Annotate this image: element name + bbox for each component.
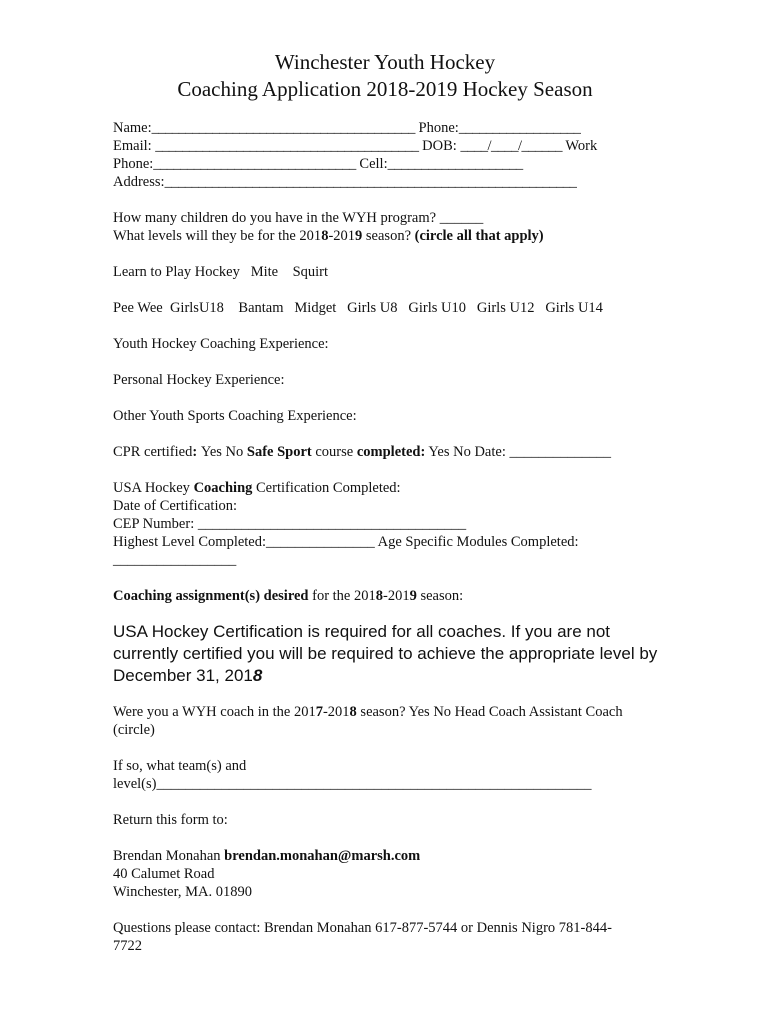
questions-line-1: Questions please contact: Brendan Monahan 617-877-5744 or Dennis Nigro 781-844- <box>113 920 612 936</box>
cep-number-row[interactable]: CEP Number: _____________________________________ <box>113 516 467 532</box>
form-title: Winchester Youth Hockey <box>274 50 496 74</box>
cell-label: Cell: <box>359 156 388 172</box>
assignment-row: Coaching assignment(s) desired for the 2018-2019 season: <box>113 588 464 604</box>
if-so-row: If so, what team(s) and <box>113 758 247 774</box>
address-row <box>113 173 576 191</box>
cell-field[interactable]: ____________________ <box>387 156 523 172</box>
name-field[interactable]: _______________________________________ <box>151 120 415 136</box>
phone-cell-row <box>113 155 523 173</box>
circle-note: (circle) <box>113 722 155 738</box>
phone-label: Phone: <box>418 120 459 136</box>
youth-coaching-experience: Youth Hockey Coaching Experience: <box>113 336 329 352</box>
email-label: Email: <box>113 138 152 154</box>
other-sports-experience: Other Youth Sports Coaching Experience: <box>113 408 357 424</box>
return-name-row: Brendan Monahan brendan.monahan@marsh.com <box>113 848 421 864</box>
cert-date-row: Date of Certification: <box>113 498 238 514</box>
notice-line-1: USA Hockey Certification is required for all coaches. If you are not <box>113 622 611 641</box>
name-label: Name: <box>113 120 152 136</box>
notice-line-3: December 31, 2018 <box>113 666 263 685</box>
usa-cert-row: USA Hockey Coaching Certification Completed: <box>113 480 401 496</box>
return-label: Return this form to: <box>113 812 228 828</box>
email-dob-row <box>113 137 597 155</box>
return-street: 40 Calumet Road <box>113 866 215 882</box>
work-label: Work <box>565 138 598 154</box>
highest-level-row[interactable]: Highest Level Completed:_______________ Age Specific Modules Completed: <box>113 534 579 550</box>
phone2-field[interactable]: ______________________________ <box>153 156 356 172</box>
levels-question: What levels will they be for the 2018-2019 season? (circle all that apply) <box>113 228 544 244</box>
address-label: Address: <box>113 174 165 190</box>
phone-field[interactable]: __________________ <box>458 120 581 136</box>
dob-field[interactable]: ____/____/______ <box>460 138 563 154</box>
form-subtitle: Coaching Application 2018-2019 Hockey Season <box>177 77 593 101</box>
children-question: How many children do you have in the WYH program? ______ <box>113 210 484 226</box>
phone2-label: Phone: <box>113 156 154 172</box>
team-levels-row[interactable]: level(s)____________________________________________________________ <box>113 776 592 792</box>
levels-row-1[interactable]: Learn to Play Hockey Mite Squirt <box>113 264 329 280</box>
levels-row-2[interactable]: Pee Wee GirlsU18 Bantam Midget Girls U8 Girls U10 Girls U12 Girls U14 <box>113 300 603 316</box>
cpr-safesport-row: CPR certified: Yes No Safe Sport course completed: Yes No Date: ______________ <box>113 444 611 460</box>
return-city: Winchester, MA. 01890 <box>113 884 252 900</box>
return-email[interactable]: brendan.monahan@marsh.com <box>224 848 421 864</box>
name-phone-row <box>113 119 580 137</box>
dob-label: DOB: <box>422 138 457 154</box>
personal-hockey-experience: Personal Hockey Experience: <box>113 372 285 388</box>
circle-instruction: (circle all that apply) <box>414 228 544 244</box>
modules-blank[interactable]: _________________ <box>113 552 237 568</box>
previous-coach-row[interactable]: Were you a WYH coach in the 2017-2018 season? Yes No Head Coach Assistant Coach <box>113 704 623 720</box>
address-field[interactable]: _____________________________________________________________ <box>164 174 577 190</box>
email-field[interactable]: _______________________________________ <box>155 138 419 154</box>
questions-line-2: 7722 <box>113 938 142 954</box>
notice-line-2: currently certified you will be required to achieve the appropriate level by <box>113 644 658 663</box>
